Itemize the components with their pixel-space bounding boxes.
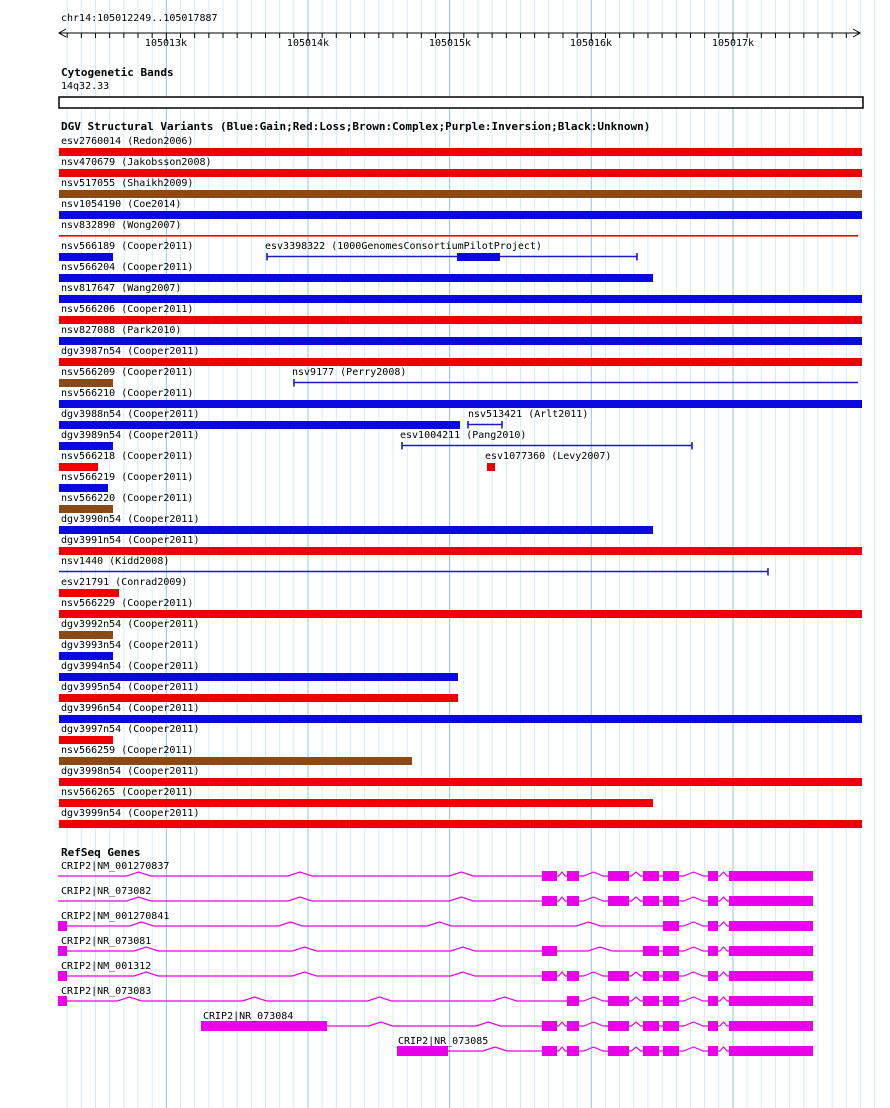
variant-range-box[interactable] xyxy=(457,253,500,261)
variant-bar[interactable] xyxy=(59,715,862,723)
variant-label: nsv566206 (Cooper2011) xyxy=(61,304,194,315)
gene-exon-box[interactable] xyxy=(567,1021,579,1031)
gene-exon-box[interactable] xyxy=(729,1021,813,1031)
gene-exon-box[interactable] xyxy=(708,1021,718,1031)
gene-exon-box[interactable] xyxy=(663,871,679,881)
variant-label: nsv513421 (Arlt2011) xyxy=(468,409,589,420)
variant-label: dgv3999n54 (Cooper2011) xyxy=(61,808,200,819)
gene-exon-box[interactable] xyxy=(397,1046,448,1056)
gene-exon-box[interactable] xyxy=(542,971,557,981)
gene-exon-box[interactable] xyxy=(643,996,659,1006)
variant-bar[interactable] xyxy=(59,820,862,828)
gene-intron-line xyxy=(448,1047,729,1051)
variant-bar[interactable] xyxy=(59,211,862,219)
gene-exon-box[interactable] xyxy=(643,871,659,881)
variant-bar[interactable] xyxy=(59,358,862,366)
gene-exon-box[interactable] xyxy=(708,946,718,956)
variant-label: nsv1440 (Kidd2008) xyxy=(61,556,170,567)
gene-exon-box[interactable] xyxy=(608,871,629,881)
gene-exon-box[interactable] xyxy=(542,1046,557,1056)
cytoband-section-title: Cytogenetic Bands xyxy=(61,66,174,79)
gene-exon-box[interactable] xyxy=(608,971,629,981)
variant-label: nsv9177 (Perry2008) xyxy=(292,367,407,378)
variant-label: esv1077360 (Levy2007) xyxy=(485,451,612,462)
axis-tick-label: 105016k xyxy=(569,38,613,49)
variant-bar[interactable] xyxy=(59,463,98,471)
variant-thin-bar[interactable] xyxy=(59,235,858,237)
gene-exon-box[interactable] xyxy=(567,996,579,1006)
axis-tick-label: 105017k xyxy=(711,38,755,49)
variant-label: dgv3996n54 (Cooper2011) xyxy=(61,703,200,714)
gene-exon-box[interactable] xyxy=(663,996,679,1006)
variant-bar[interactable] xyxy=(59,757,412,765)
variant-label: nsv566259 (Cooper2011) xyxy=(61,745,194,756)
variant-bar[interactable] xyxy=(59,295,862,303)
variant-bar[interactable] xyxy=(59,169,862,177)
variant-label: nsv566204 (Cooper2011) xyxy=(61,262,194,273)
gene-exon-box[interactable] xyxy=(663,921,679,931)
gene-exon-box[interactable] xyxy=(608,896,629,906)
gene-exon-box[interactable] xyxy=(643,946,659,956)
variant-bar[interactable] xyxy=(59,778,862,786)
variant-label: nsv566218 (Cooper2011) xyxy=(61,451,194,462)
gene-label: CRIP2|NR_073084 xyxy=(203,1011,294,1022)
variant-label: nsv566265 (Cooper2011) xyxy=(61,787,194,798)
gene-exon-box[interactable] xyxy=(201,1021,327,1031)
gene-exon-box[interactable] xyxy=(608,1046,629,1056)
variant-box[interactable] xyxy=(487,463,495,471)
dgv-section-title: DGV Structural Variants (Blue:Gain;Red:Loss;Brown:Complex;Purple:Inversion;Black:Unknown) xyxy=(61,120,651,133)
gene-exon-box[interactable] xyxy=(663,896,679,906)
gene-exon-box[interactable] xyxy=(729,1046,813,1056)
axis-tick-label: 105013k xyxy=(144,38,188,49)
gene-label: CRIP2|NR_073082 xyxy=(61,886,152,897)
gene-exon-box[interactable] xyxy=(58,921,67,931)
axis-tick-label: 105014k xyxy=(286,38,330,49)
variant-label: nsv566229 (Cooper2011) xyxy=(61,598,194,609)
gene-exon-box[interactable] xyxy=(542,1021,557,1031)
gene-exon-box[interactable] xyxy=(663,946,679,956)
variant-bar[interactable] xyxy=(59,421,460,429)
variant-label: nsv566209 (Cooper2011) xyxy=(61,367,194,378)
gene-exon-box[interactable] xyxy=(643,971,659,981)
gene-exon-box[interactable] xyxy=(542,946,557,956)
refseq-section-title: RefSeq Genes xyxy=(61,846,141,859)
variant-bar[interactable] xyxy=(59,442,113,450)
variant-label: dgv3990n54 (Cooper2011) xyxy=(61,514,200,525)
variant-bar[interactable] xyxy=(59,253,113,261)
variant-bar[interactable] xyxy=(59,337,862,345)
variant-bar[interactable] xyxy=(59,484,108,492)
gene-exon-box[interactable] xyxy=(567,871,579,881)
variant-bar[interactable] xyxy=(59,379,113,387)
variant-bar[interactable] xyxy=(59,799,653,807)
gene-exon-box[interactable] xyxy=(608,996,629,1006)
variant-label: nsv1054190 (Coe2014) xyxy=(61,199,182,210)
variant-label: nsv566220 (Cooper2011) xyxy=(61,493,194,504)
variant-bar[interactable] xyxy=(59,190,862,198)
gene-exon-box[interactable] xyxy=(663,1046,679,1056)
gene-exon-box[interactable] xyxy=(58,996,67,1006)
variant-label: dgv3991n54 (Cooper2011) xyxy=(61,535,200,546)
gene-label: CRIP2|NM_001270837 xyxy=(61,861,170,872)
gene-exon-box[interactable] xyxy=(729,896,813,906)
variant-bar[interactable] xyxy=(59,652,113,660)
variant-bar[interactable] xyxy=(59,274,653,282)
gene-label: CRIP2|NM_001312 xyxy=(61,961,152,972)
variant-bar[interactable] xyxy=(59,505,113,513)
variant-label: nsv832890 (Wong2007) xyxy=(61,220,182,231)
variant-label: dgv3997n54 (Cooper2011) xyxy=(61,724,200,735)
variant-label: esv2760014 (Redon2006) xyxy=(61,136,194,147)
variant-bar[interactable] xyxy=(59,400,862,408)
variant-bar[interactable] xyxy=(59,589,119,597)
gene-exon-box[interactable] xyxy=(567,896,579,906)
gene-exon-box[interactable] xyxy=(663,971,679,981)
gene-exon-box[interactable] xyxy=(542,871,557,881)
gene-exon-box[interactable] xyxy=(663,1021,679,1031)
variant-label: nsv827088 (Park2010) xyxy=(61,325,182,336)
gene-exon-box[interactable] xyxy=(729,946,813,956)
cytoband-name: 14q32.33 xyxy=(61,81,110,92)
gene-label: CRIP2|NR_073085 xyxy=(398,1036,489,1047)
gene-label: CRIP2|NM_001270841 xyxy=(61,911,170,922)
variant-bar[interactable] xyxy=(59,316,862,324)
region-title: chr14:105012249..105017887 xyxy=(61,13,218,24)
variant-label: dgv3992n54 (Cooper2011) xyxy=(61,619,200,630)
variant-label: dgv3995n54 (Cooper2011) xyxy=(61,682,200,693)
variant-bar[interactable] xyxy=(59,610,862,618)
gene-exon-box[interactable] xyxy=(608,1021,629,1031)
variant-bar[interactable] xyxy=(59,526,653,534)
gene-exon-box[interactable] xyxy=(729,971,813,981)
variant-label: dgv3988n54 (Cooper2011) xyxy=(61,409,200,420)
variant-label: nsv517055 (Shaikh2009) xyxy=(61,178,194,189)
gene-exon-box[interactable] xyxy=(542,896,557,906)
gene-exon-box[interactable] xyxy=(729,996,813,1006)
variant-bar[interactable] xyxy=(59,736,113,744)
gene-label: CRIP2|NR_073081 xyxy=(61,936,152,947)
variant-bar[interactable] xyxy=(59,673,458,681)
variant-bar[interactable] xyxy=(59,631,113,639)
variant-bar[interactable] xyxy=(59,694,458,702)
gene-exon-box[interactable] xyxy=(643,1046,659,1056)
variant-label: nsv566210 (Cooper2011) xyxy=(61,388,194,399)
variant-label: dgv3993n54 (Cooper2011) xyxy=(61,640,200,651)
variant-label: esv21791 (Conrad2009) xyxy=(61,577,188,588)
variant-label: dgv3994n54 (Cooper2011) xyxy=(61,661,200,672)
variant-label: dgv3987n54 (Cooper2011) xyxy=(61,346,200,357)
cytoband-box[interactable] xyxy=(59,97,863,108)
gene-exon-box[interactable] xyxy=(708,996,718,1006)
variant-label: dgv3989n54 (Cooper2011) xyxy=(61,430,200,441)
gene-exon-box[interactable] xyxy=(643,896,659,906)
variant-label: nsv470679 (Jakobsson2008) xyxy=(61,157,212,168)
variant-bar[interactable] xyxy=(59,547,862,555)
variant-label: nsv566189 (Cooper2011) xyxy=(61,241,194,252)
gene-exon-box[interactable] xyxy=(567,971,579,981)
variant-label: nsv566219 (Cooper2011) xyxy=(61,472,194,483)
gene-exon-box[interactable] xyxy=(708,921,718,931)
variant-label: esv3398322 (1000GenomesConsortiumPilotProject) xyxy=(265,241,542,252)
gene-exon-box[interactable] xyxy=(729,921,813,931)
gene-label: CRIP2|NR_073083 xyxy=(61,986,152,997)
variant-label: dgv3998n54 (Cooper2011) xyxy=(61,766,200,777)
gene-exon-box[interactable] xyxy=(58,971,67,981)
variant-label: nsv817647 (Wang2007) xyxy=(61,283,182,294)
gene-exon-box[interactable] xyxy=(708,1046,718,1056)
variant-label: esv1004211 (Pang2010) xyxy=(400,430,527,441)
variant-bar[interactable] xyxy=(59,148,862,156)
gene-exon-box[interactable] xyxy=(708,871,718,881)
gene-exon-box[interactable] xyxy=(729,871,813,881)
gene-exon-box[interactable] xyxy=(58,946,67,956)
axis-tick-label: 105015k xyxy=(428,38,472,49)
gene-exon-box[interactable] xyxy=(708,971,718,981)
gene-exon-box[interactable] xyxy=(567,1046,579,1056)
gene-exon-box[interactable] xyxy=(643,1021,659,1031)
gene-exon-box[interactable] xyxy=(708,896,718,906)
